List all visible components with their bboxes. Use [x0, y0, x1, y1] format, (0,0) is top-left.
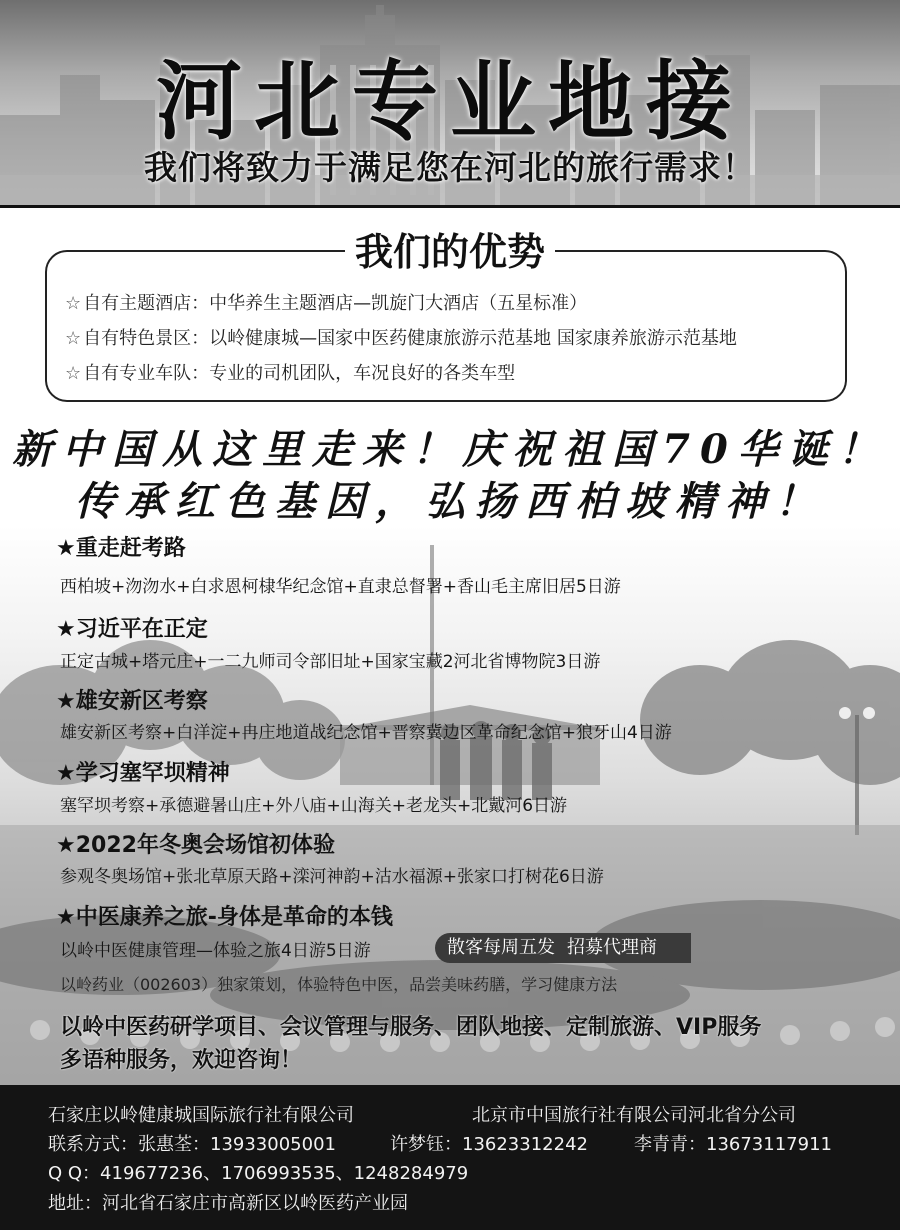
departure-schedule: 散客每周五发	[447, 937, 555, 958]
company-name: 石家庄以岭健康城国际旅行社有限公司	[48, 1105, 354, 1126]
contact-phone: 李青青：13673117911	[634, 1134, 832, 1155]
advantage-item: ☆ 自有特色景区：以岭健康城—国家中医药健康旅游示范基地 国家康养旅游示范基地	[65, 328, 737, 349]
route-description: 参观冬奥场馆+张北草原天路+滦河神韵+沽水福源+张家口打树花6日游	[60, 867, 604, 887]
route-description: 雄安新区考察+白洋淀+冉庄地道战纪念馆+晋察冀边区革命纪念馆+狼牙山4日游	[60, 723, 672, 743]
route-description: 以岭中医健康管理—体验之旅4日游5日游	[60, 941, 371, 961]
contact-label: 联系方式：	[48, 1134, 138, 1155]
slogan-line: 新中国从这里走来！庆祝祖国70华诞！	[12, 426, 888, 473]
departure-badge	[435, 933, 691, 963]
services-line: 多语种服务，欢迎咨询！	[60, 1048, 303, 1073]
page-title: 河北专业地接	[156, 52, 744, 152]
company-name: 北京市中国旅行社有限公司河北省分公司	[472, 1105, 796, 1126]
agent-recruit: 招募代理商	[567, 937, 657, 958]
route-description: 塞罕坝考察+承德避暑山庄+外八庙+山海关+老龙头+北戴河6日游	[60, 796, 568, 816]
route-title: ★2022年冬奥会场馆初体验	[56, 833, 335, 858]
route-title: ★中医康养之旅-身体是革命的本钱	[56, 905, 393, 930]
route-title: ★重走赶考路	[56, 536, 186, 561]
page-subtitle: 我们将致力于满足您在河北的旅行需求！	[144, 148, 756, 187]
contact-phone: 张惠荃：13933005001	[138, 1134, 336, 1155]
star-outline-icon: ☆	[65, 293, 82, 314]
qq-numbers: Q Q：419677236、1706993535、1248284979	[48, 1163, 469, 1184]
route-title: ★学习塞罕坝精神	[56, 761, 230, 786]
route-note: 以岭药业（002603）独家策划，体验特色中医，品尝美味药膳，学习健康方法	[60, 975, 618, 994]
address: 地址：河北省石家庄市高新区以岭医药产业园	[48, 1193, 408, 1214]
advantage-item: ☆ 自有专业车队：专业的司机团队，车况良好的各类车型	[65, 363, 516, 384]
header-banner	[0, 0, 900, 205]
advantage-item: ☆ 自有主题酒店：中华养生主题酒店—凯旋门大酒店（五星标准）	[65, 293, 588, 314]
footer-contact	[0, 1085, 900, 1230]
route-title: ★雄安新区考察	[56, 689, 208, 714]
header-divider	[0, 205, 900, 208]
route-description: 正定古城+塔元庄+一二九师司令部旧址+国家宝藏2河北省博物院3日游	[60, 652, 601, 672]
star-outline-icon: ☆	[65, 328, 82, 349]
route-description: 西柏坡+沕沕水+白求恩柯棣华纪念馆+直隶总督署+香山毛主席旧居5日游	[60, 577, 621, 597]
slogan-line: 传承红色基因，弘扬西柏坡精神！	[75, 478, 825, 525]
advantages-title: 我们的优势	[0, 221, 900, 276]
star-outline-icon: ☆	[65, 363, 82, 384]
contact-phone: 许梦钰：13623312242	[390, 1134, 588, 1155]
route-title: ★习近平在正定	[56, 617, 208, 642]
services-line: 以岭中医药研学项目、会议管理与服务、团队地接、定制旅游、VIP服务	[60, 1015, 762, 1040]
